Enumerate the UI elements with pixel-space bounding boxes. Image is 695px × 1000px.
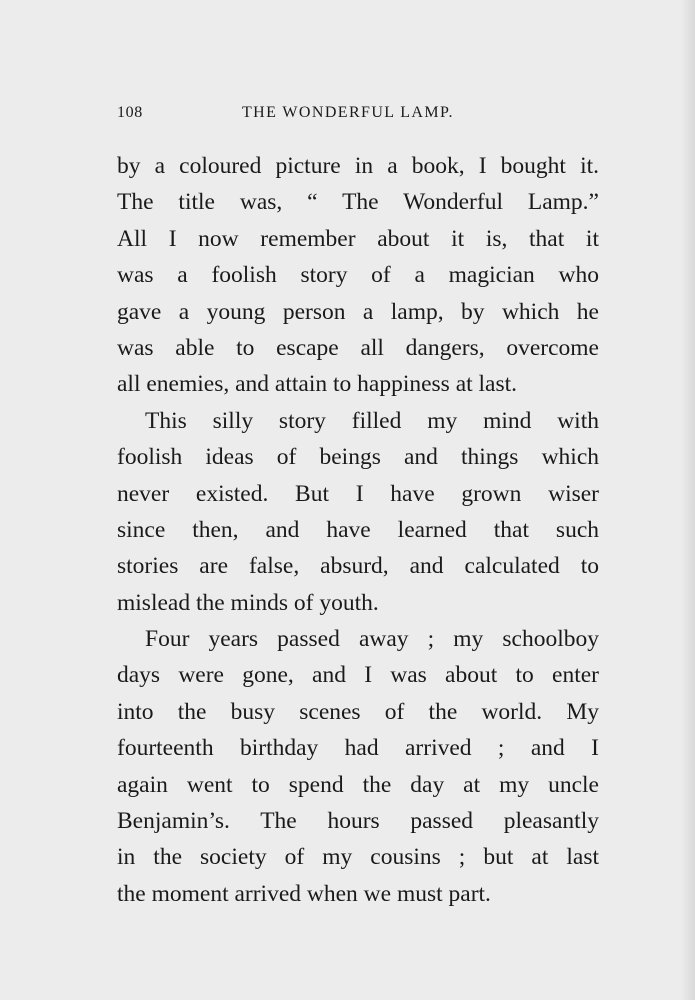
paragraph-first-line: This silly story filled my mind with [145,407,599,434]
text-line: was able to escape all dangers, overcome [117,334,599,361]
text-line: stories are false, absurd, and calculated to [117,553,599,580]
text-line: Benjamin’s. The hours passed pleasantly [117,808,599,835]
text-line: again went to spend the day at my uncle [117,771,599,798]
paragraph-first-line: Four years passed away ; my schoolboy [145,626,599,653]
body-text [117,148,599,912]
text-line: gave a young person a lamp, by which he [117,298,599,325]
text-line: since then, and have learned that such [117,516,599,543]
text-line: days were gone, and I was about to enter [117,662,599,689]
text-line: All I now remember about it is, that it [117,225,599,252]
text-line: never existed. But I have grown wiser [117,480,599,507]
text-line: mislead the minds of youth. [117,589,379,616]
text-line: into the busy scenes of the world. My [117,698,599,725]
running-title: THE WONDERFUL LAMP. [242,104,454,121]
text-line: The title was, “ The Wonderful Lamp.” [117,189,599,216]
text-line: the moment arrived when we must part. [117,880,491,907]
text-line: all enemies, and attain to happiness at last. [117,371,518,398]
running-header [117,104,597,126]
text-line: foolish ideas of beings and things which [117,444,599,471]
text-line: in the society of my cousins ; but at last [117,844,599,871]
text-line: fourteenth birthday had arrived ; and I [117,735,599,762]
text-line: was a foolish story of a magician who [117,262,599,289]
page-number: 108 [117,104,143,121]
page-edge-shadow [681,0,695,1000]
text-line: by a coloured picture in a book, I bought it. [117,153,599,179]
